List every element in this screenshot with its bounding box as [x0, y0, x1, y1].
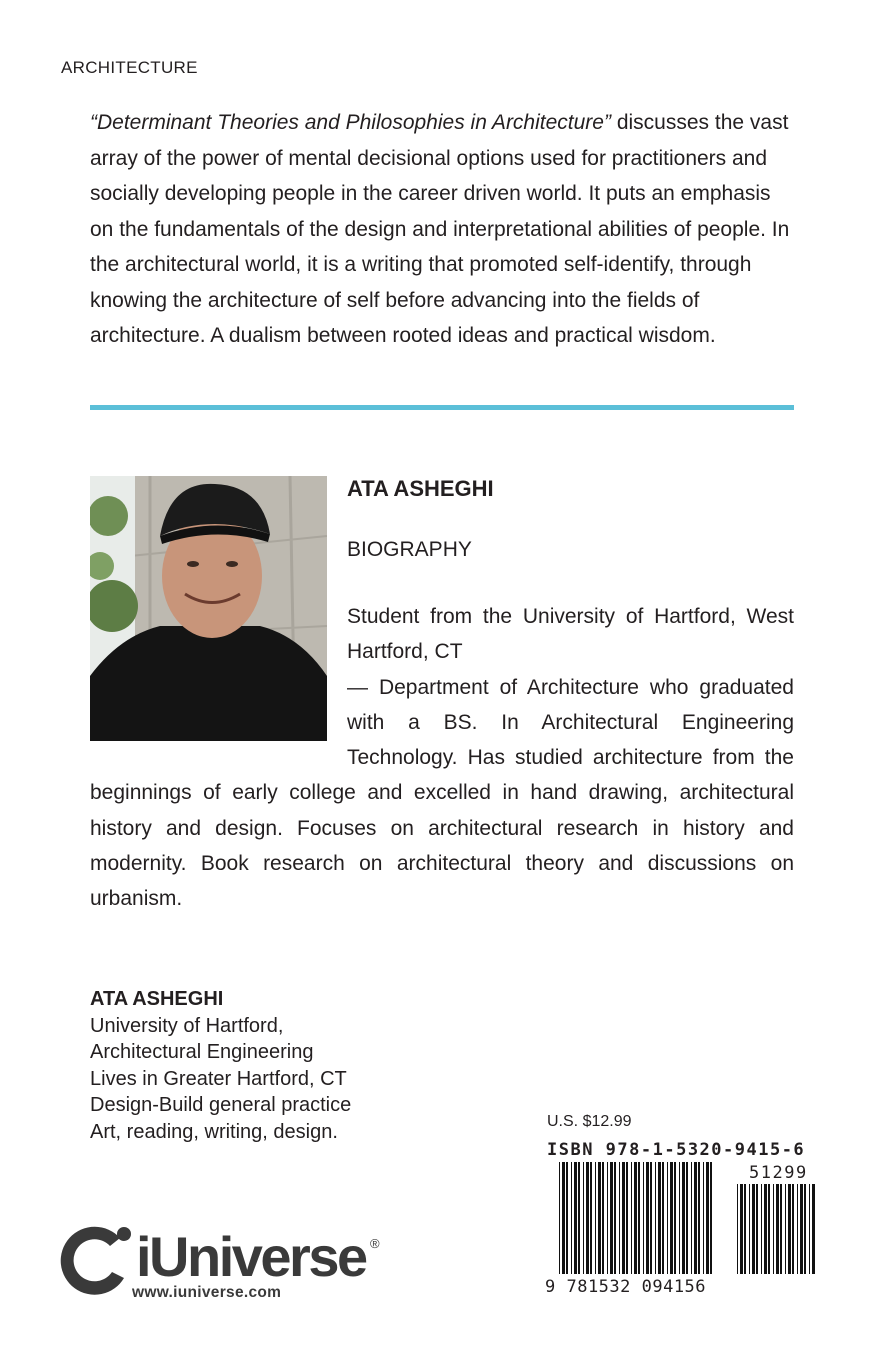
publisher-name: iUniverse [136, 1225, 366, 1288]
barcode-bar [691, 1162, 692, 1274]
barcode-bar [643, 1162, 644, 1274]
barcode-bar [602, 1162, 604, 1274]
barcode-bar [686, 1162, 688, 1274]
author-photo [90, 476, 327, 741]
barcode-ean-digits: 9 781532 094156 [545, 1277, 707, 1297]
barcode-bar [752, 1184, 755, 1274]
barcode-bar [631, 1162, 632, 1274]
category-label: ARCHITECTURE [61, 58, 198, 77]
barcode-bar [670, 1162, 673, 1274]
barcode-bar [674, 1162, 676, 1274]
barcode-bar [562, 1162, 565, 1274]
biography-heading: BIOGRAPHY [347, 538, 472, 561]
barcode-bar [780, 1184, 782, 1274]
isbn-label: ISBN 978-1-5320-9415-6 [547, 1140, 806, 1160]
book-synopsis [90, 105, 794, 354]
section-divider [90, 405, 794, 410]
barcode-bar [703, 1162, 704, 1274]
barcode-bar [658, 1162, 661, 1274]
author-name: ATA ASHEGHI [347, 476, 494, 501]
barcode-bar [598, 1162, 601, 1274]
barcode-bar [619, 1162, 620, 1274]
barcode-bar [595, 1162, 596, 1274]
barcode-bar [667, 1162, 668, 1274]
footer-author-name: ATA ASHEGHI [90, 988, 224, 1010]
barcode-bar [559, 1162, 560, 1274]
biography-section [90, 476, 794, 917]
barcode-bar [809, 1184, 810, 1274]
barcode-bar [583, 1162, 584, 1274]
barcode-bar [614, 1162, 616, 1274]
barcode-bar [761, 1184, 762, 1274]
barcode-bar [749, 1184, 750, 1274]
barcode-addon-digits: 51299 [749, 1163, 808, 1183]
barcode-bar [662, 1162, 664, 1274]
publisher-url: www.iuniverse.com [132, 1284, 282, 1301]
barcode-bar [764, 1184, 767, 1274]
barcode-bar [607, 1162, 608, 1274]
barcode-bar [610, 1162, 613, 1274]
footer-author-line: University of Hartford, [90, 1014, 284, 1037]
biography-body: — Department of Architecture who graduated with a BS. In Architectural Engineering Technology. Has studied architecture from the beginnings of early college and excelled in hand drawing, architectural history and design. Focuses on architectural research in history and modernity. Book research on architectural theory and discussions on urbanism. [90, 675, 794, 911]
barcode-bar [590, 1162, 592, 1274]
barcode-bar [566, 1162, 568, 1274]
barcode-bar [634, 1162, 637, 1274]
barcode-bar [788, 1184, 791, 1274]
barcode-bar [744, 1184, 746, 1274]
barcode-bar [574, 1162, 577, 1274]
barcode-bar [626, 1162, 628, 1274]
barcode-bar [698, 1162, 700, 1274]
barcode-bar [638, 1162, 640, 1274]
barcode-bar [785, 1184, 786, 1274]
barcode-bar [792, 1184, 794, 1274]
barcode-bar [682, 1162, 685, 1274]
footer-author-line: Design-Build general practice [90, 1094, 352, 1116]
biography-first-line: Student from the University of Hartford, West Hartford, CT [347, 605, 794, 664]
footer-author-block [90, 986, 351, 1145]
barcode-bar [655, 1162, 656, 1274]
barcode-bar [776, 1184, 779, 1274]
barcode-bar [646, 1162, 649, 1274]
iuniverse-logo [58, 1222, 388, 1312]
footer-author-line: Lives in Greater Hartford, CT [90, 1067, 347, 1090]
barcode-bar [679, 1162, 680, 1274]
barcode-bar [768, 1184, 770, 1274]
barcode-bar [800, 1184, 803, 1274]
barcode-bar [710, 1162, 712, 1274]
barcode-bar [578, 1162, 580, 1274]
barcode-bar [586, 1162, 589, 1274]
synopsis-text: discusses the vast array of the power of mental decisional options used for practitioners and socially developing people in the career driven world. It puts an emphasis on the fundamentals of the design and interpretational abilities of people. In the architectural world, it is a writing that promoted self-identify, through knowing the architecture of self before advancing into the fields of architecture. A dualism between rooted ideas and practical wisdom. [90, 111, 790, 347]
barcode-bar [622, 1162, 625, 1274]
synopsis-book-title: “Determinant Theories and Philosophies in Architecture” [90, 111, 611, 134]
isbn-barcode [543, 1160, 818, 1300]
barcode-bar [650, 1162, 652, 1274]
barcode-bar [804, 1184, 806, 1274]
barcode-bar [694, 1162, 697, 1274]
barcode-bar [737, 1184, 738, 1274]
iuniverse-swoosh-icon [58, 1222, 138, 1302]
barcode-bar [740, 1184, 743, 1274]
barcode-bar [773, 1184, 774, 1274]
barcode-bar [706, 1162, 709, 1274]
barcode-bar [571, 1162, 572, 1274]
barcode-bar [756, 1184, 758, 1274]
footer-author-line: Architectural Engineering [90, 1041, 314, 1063]
registered-mark: ® [370, 1236, 380, 1251]
footer-author-line: Art, reading, writing, design. [90, 1120, 338, 1143]
price-label: U.S. $12.99 [547, 1113, 632, 1130]
barcode-bar [812, 1184, 815, 1274]
barcode-bar [797, 1184, 798, 1274]
